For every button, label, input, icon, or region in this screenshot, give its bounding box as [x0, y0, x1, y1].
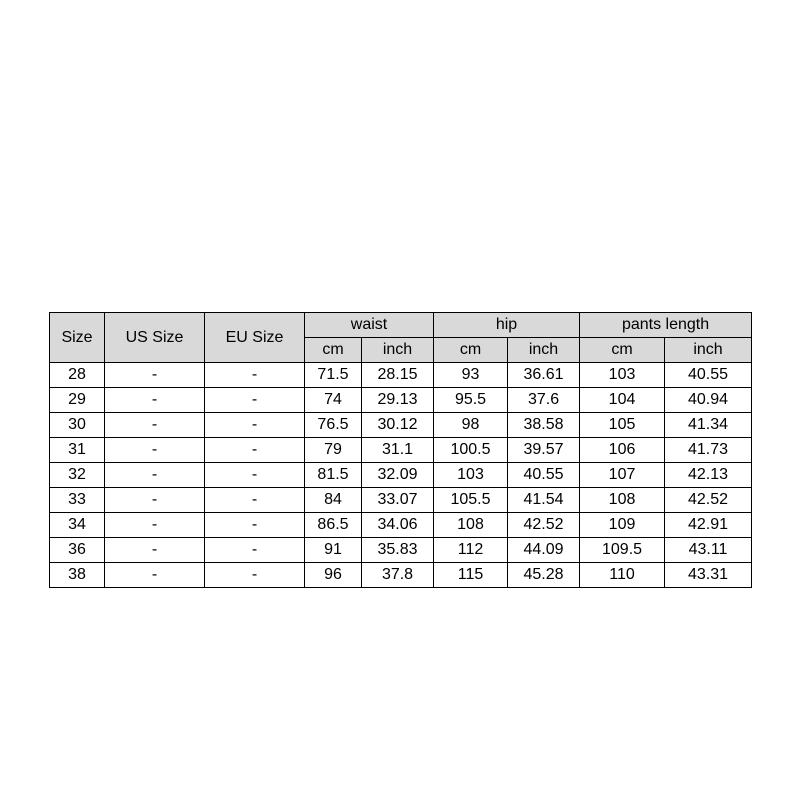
header-pants-length-cm: cm — [580, 338, 665, 363]
cell-size: 29 — [50, 388, 105, 413]
cell-pants-length-cm: 104 — [580, 388, 665, 413]
cell-pants-length-cm: 109.5 — [580, 538, 665, 563]
cell-waist-cm: 96 — [305, 563, 362, 588]
cell-us-size: - — [105, 513, 205, 538]
table-row — [50, 363, 752, 388]
cell-hip-cm: 95.5 — [434, 388, 508, 413]
header-hip: hip — [434, 313, 580, 338]
cell-us-size: - — [105, 488, 205, 513]
cell-eu-size: - — [205, 438, 305, 463]
cell-pants-length-inch: 42.52 — [665, 488, 752, 513]
cell-us-size: - — [105, 463, 205, 488]
cell-pants-length-inch: 42.91 — [665, 513, 752, 538]
cell-waist-inch: 32.09 — [362, 463, 434, 488]
cell-size: 38 — [50, 563, 105, 588]
cell-pants-length-cm: 103 — [580, 363, 665, 388]
cell-hip-cm: 115 — [434, 563, 508, 588]
cell-hip-cm: 98 — [434, 413, 508, 438]
header-pants-length: pants length — [580, 313, 752, 338]
cell-hip-inch: 41.54 — [508, 488, 580, 513]
cell-pants-length-inch: 41.73 — [665, 438, 752, 463]
cell-us-size: - — [105, 563, 205, 588]
table-row — [50, 513, 752, 538]
cell-us-size: - — [105, 388, 205, 413]
cell-eu-size: - — [205, 363, 305, 388]
header-hip-inch: inch — [508, 338, 580, 363]
header-pants-length-inch: inch — [665, 338, 752, 363]
cell-pants-length-cm: 105 — [580, 413, 665, 438]
cell-waist-inch: 31.1 — [362, 438, 434, 463]
cell-pants-length-cm: 108 — [580, 488, 665, 513]
header-waist-inch: inch — [362, 338, 434, 363]
cell-waist-inch: 33.07 — [362, 488, 434, 513]
cell-us-size: - — [105, 438, 205, 463]
table-row — [50, 563, 752, 588]
cell-us-size: - — [105, 413, 205, 438]
cell-waist-cm: 91 — [305, 538, 362, 563]
cell-pants-length-inch: 40.55 — [665, 363, 752, 388]
cell-pants-length-inch: 42.13 — [665, 463, 752, 488]
cell-waist-cm: 84 — [305, 488, 362, 513]
header-row-groups — [50, 313, 752, 338]
header-waist: waist — [305, 313, 434, 338]
cell-size: 30 — [50, 413, 105, 438]
header-size: Size — [50, 313, 105, 363]
cell-waist-cm: 81.5 — [305, 463, 362, 488]
table-header — [50, 313, 752, 363]
cell-eu-size: - — [205, 388, 305, 413]
table-row — [50, 538, 752, 563]
cell-hip-cm: 93 — [434, 363, 508, 388]
header-us-size: US Size — [105, 313, 205, 363]
cell-size: 32 — [50, 463, 105, 488]
table-row — [50, 488, 752, 513]
cell-size: 31 — [50, 438, 105, 463]
cell-eu-size: - — [205, 488, 305, 513]
cell-waist-cm: 71.5 — [305, 363, 362, 388]
cell-hip-cm: 108 — [434, 513, 508, 538]
cell-us-size: - — [105, 538, 205, 563]
cell-size: 28 — [50, 363, 105, 388]
cell-size: 33 — [50, 488, 105, 513]
cell-us-size: - — [105, 363, 205, 388]
size-chart-table — [49, 312, 752, 588]
table-row — [50, 413, 752, 438]
cell-hip-cm: 112 — [434, 538, 508, 563]
cell-hip-cm: 105.5 — [434, 488, 508, 513]
table-row — [50, 438, 752, 463]
cell-waist-cm: 79 — [305, 438, 362, 463]
cell-pants-length-inch: 40.94 — [665, 388, 752, 413]
table-row — [50, 463, 752, 488]
cell-size: 34 — [50, 513, 105, 538]
cell-waist-cm: 76.5 — [305, 413, 362, 438]
cell-waist-inch: 35.83 — [362, 538, 434, 563]
cell-hip-cm: 100.5 — [434, 438, 508, 463]
cell-eu-size: - — [205, 513, 305, 538]
cell-eu-size: - — [205, 463, 305, 488]
cell-hip-inch: 39.57 — [508, 438, 580, 463]
header-hip-cm: cm — [434, 338, 508, 363]
header-waist-cm: cm — [305, 338, 362, 363]
cell-size: 36 — [50, 538, 105, 563]
cell-waist-cm: 86.5 — [305, 513, 362, 538]
header-eu-size: EU Size — [205, 313, 305, 363]
cell-waist-inch: 29.13 — [362, 388, 434, 413]
cell-eu-size: - — [205, 413, 305, 438]
cell-pants-length-cm: 109 — [580, 513, 665, 538]
cell-waist-inch: 37.8 — [362, 563, 434, 588]
cell-pants-length-inch: 43.31 — [665, 563, 752, 588]
cell-pants-length-cm: 110 — [580, 563, 665, 588]
cell-eu-size: - — [205, 538, 305, 563]
cell-hip-inch: 42.52 — [508, 513, 580, 538]
cell-pants-length-cm: 106 — [580, 438, 665, 463]
cell-pants-length-inch: 43.11 — [665, 538, 752, 563]
cell-hip-inch: 38.58 — [508, 413, 580, 438]
cell-waist-inch: 34.06 — [362, 513, 434, 538]
cell-waist-inch: 28.15 — [362, 363, 434, 388]
cell-pants-length-inch: 41.34 — [665, 413, 752, 438]
table-row — [50, 388, 752, 413]
cell-hip-cm: 103 — [434, 463, 508, 488]
cell-waist-inch: 30.12 — [362, 413, 434, 438]
table-body — [50, 363, 752, 588]
cell-hip-inch: 45.28 — [508, 563, 580, 588]
cell-pants-length-cm: 107 — [580, 463, 665, 488]
cell-hip-inch: 37.6 — [508, 388, 580, 413]
cell-hip-inch: 40.55 — [508, 463, 580, 488]
cell-hip-inch: 36.61 — [508, 363, 580, 388]
cell-eu-size: - — [205, 563, 305, 588]
cell-hip-inch: 44.09 — [508, 538, 580, 563]
cell-waist-cm: 74 — [305, 388, 362, 413]
